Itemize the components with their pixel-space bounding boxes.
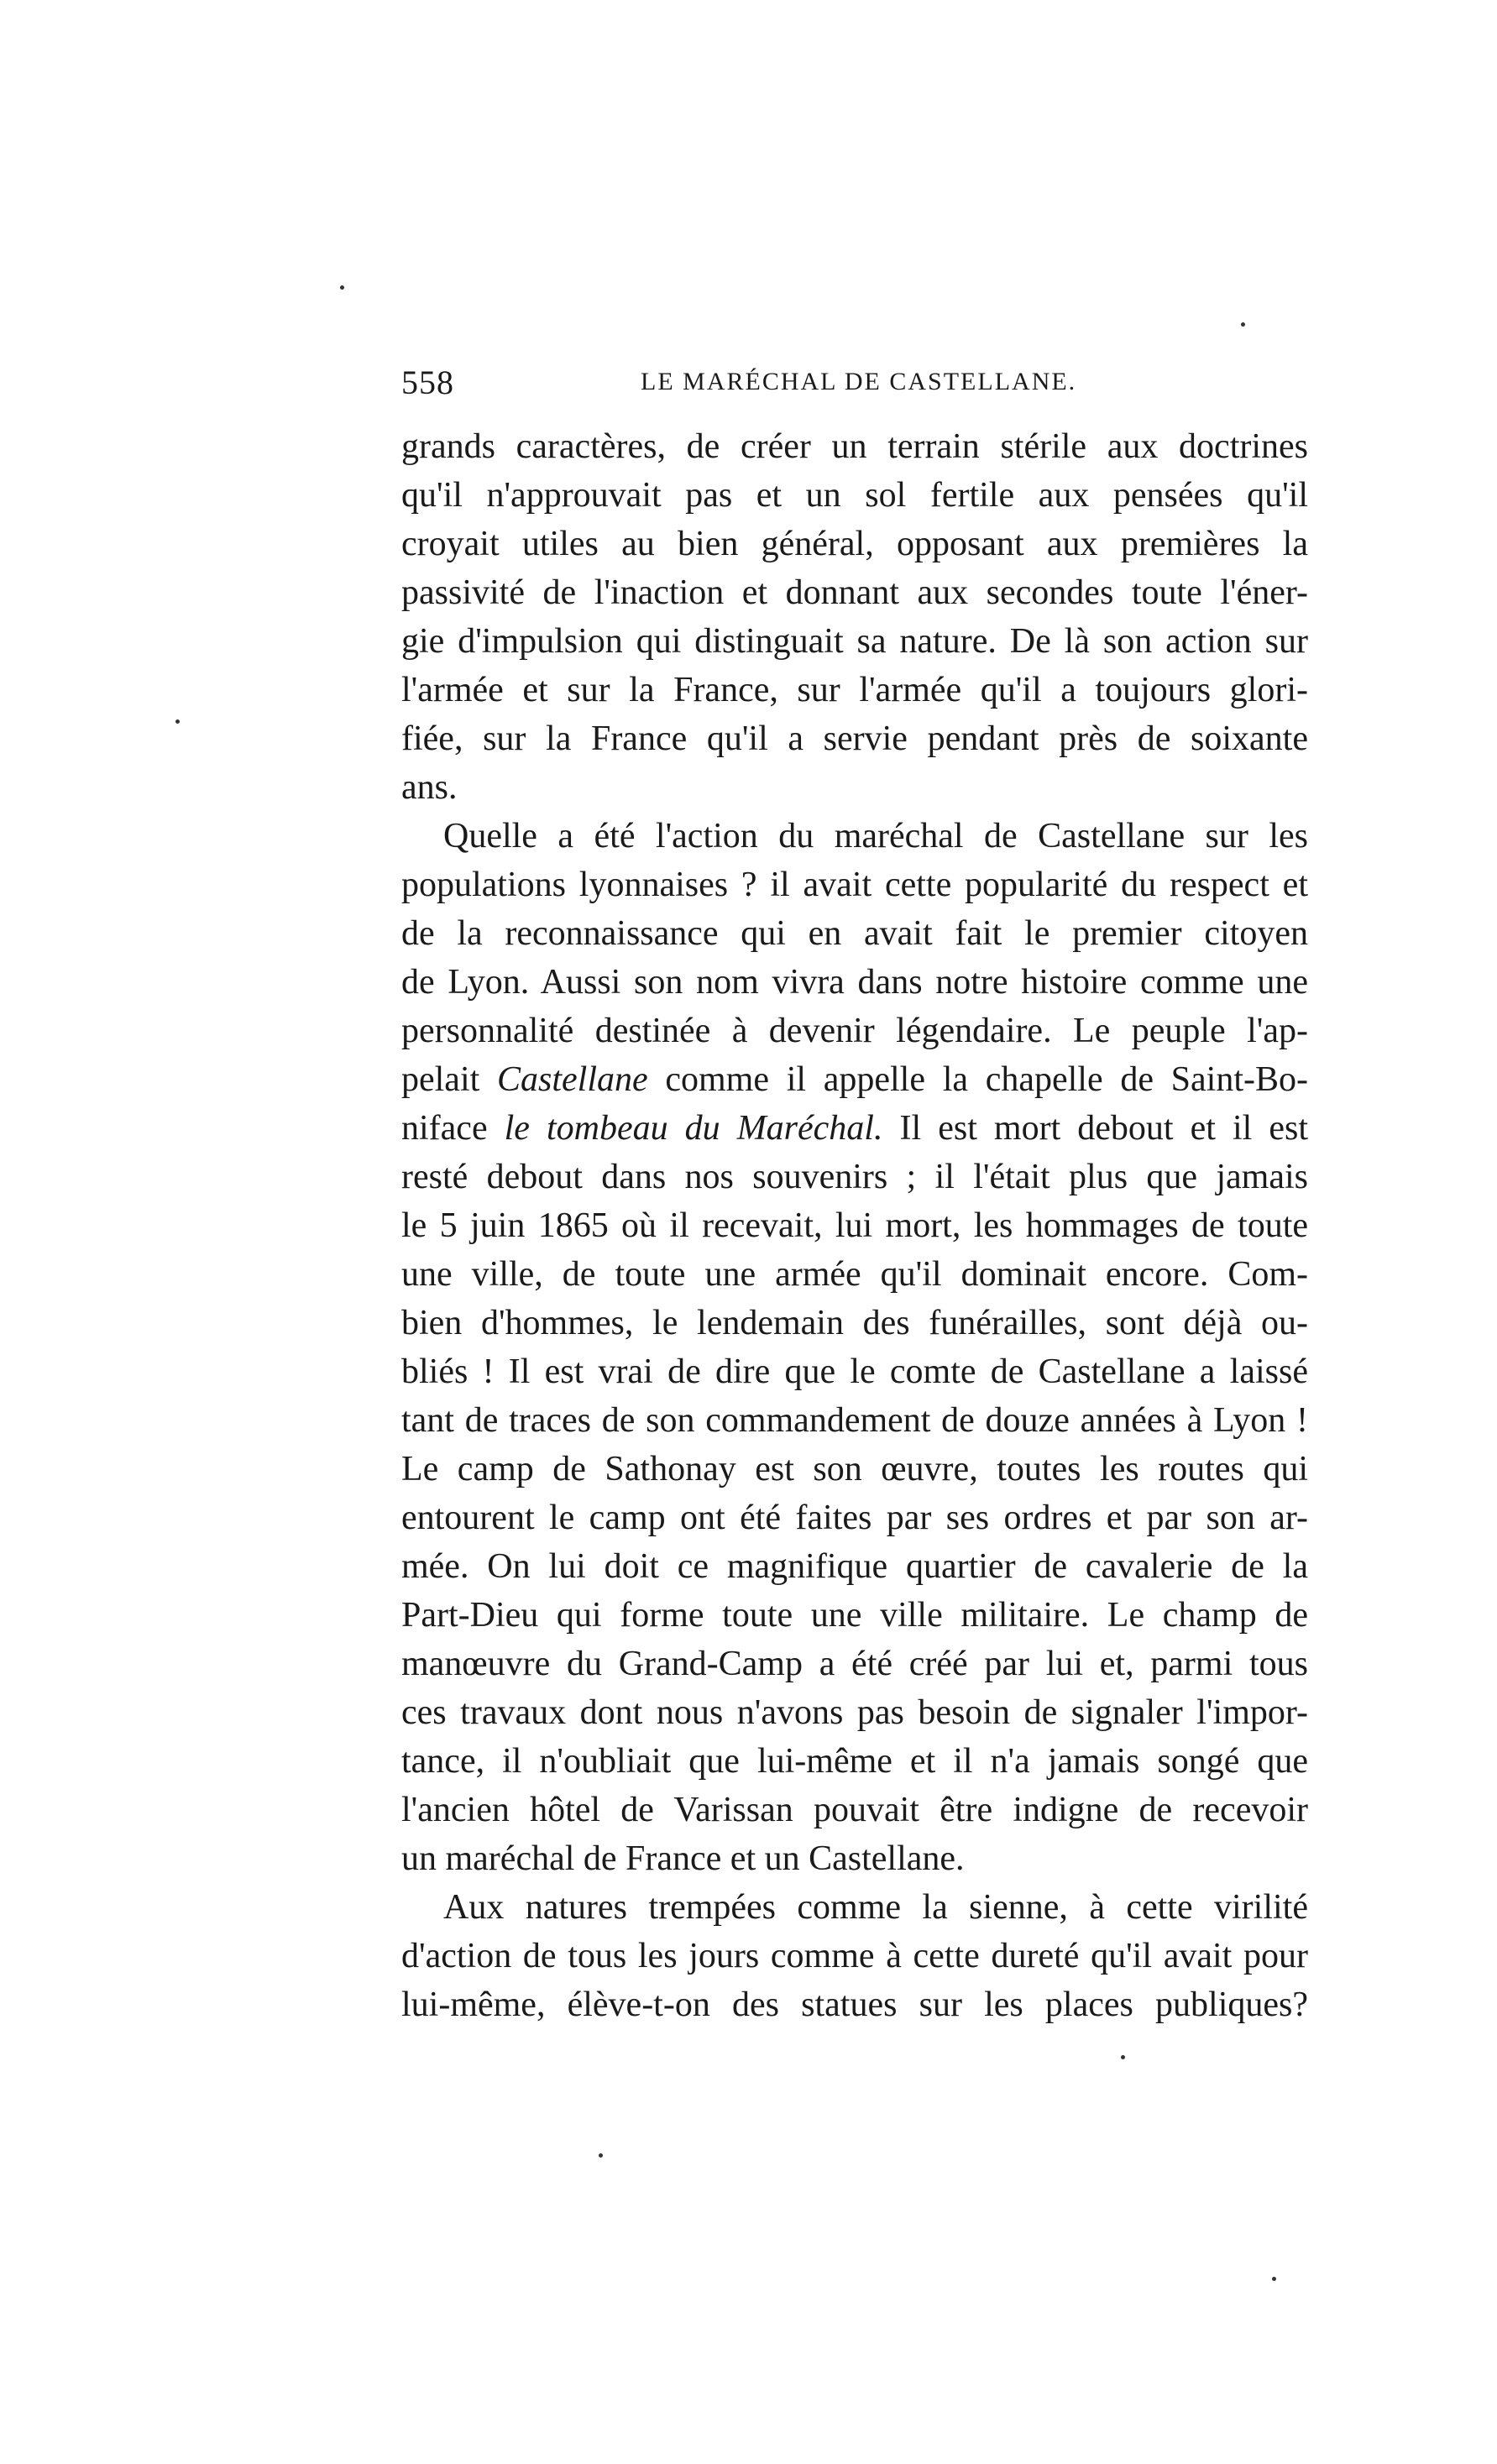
scan-speck <box>175 719 180 724</box>
text-line <box>401 1104 1308 1153</box>
text-line: populations lyonnaises ? il avait cette popularité du respect et <box>401 866 1308 904</box>
text-run: Il est mort debout et il est <box>882 1109 1308 1148</box>
text-line: d'action de tous les jours comme à cette dureté qu'il avait pour <box>401 1937 1308 1975</box>
text-line: le 5 juin 1865 où il recevait, lui mort, les hommages de toute <box>401 1206 1308 1245</box>
text-line: un maréchal de France et un Castellane. <box>401 1839 965 1878</box>
text-line: grands caractères, de créer un terrain stérile aux doctrines <box>401 427 1308 466</box>
text-line: de la reconnaissance qui en avait fait le premier citoyen <box>401 914 1308 953</box>
text-line: Part-Dieu qui forme toute une ville militaire. Le champ de <box>401 1596 1308 1635</box>
scan-speck <box>1272 2277 1276 2281</box>
text-line: personnalité destinée à devenir légendaire. Le peuple l'ap- <box>401 1012 1308 1050</box>
text-line: bliés ! Il est vrai de dire que le comte de Castellane a laissé <box>401 1352 1308 1391</box>
page-number: 558 <box>401 364 454 401</box>
text-run: comme il appelle la chapelle de Saint-Bo- <box>647 1060 1308 1099</box>
text-line: gie d'impulsion qui distinguait sa nature. De là son action sur <box>401 622 1308 661</box>
text-line: Quelle a été l'action du maréchal de Castellane sur les <box>443 817 1308 855</box>
page-header <box>401 363 1308 413</box>
text-line: une ville, de toute une armée qu'il dominait encore. Com- <box>401 1255 1308 1294</box>
text-line: fiée, sur la France qu'il a servie pendant près de soixante <box>401 719 1308 758</box>
scan-speck <box>1241 322 1245 327</box>
text-run: pelait <box>401 1060 497 1099</box>
italic-text: le tombeau du Maréchal. <box>504 1109 883 1148</box>
body-text <box>401 422 1308 2029</box>
text-line: bien d'hommes, le lendemain des funérailles, sont déjà ou- <box>401 1304 1308 1342</box>
text-line: croyait utiles au bien général, opposant aux premières la <box>401 525 1308 563</box>
text-line: lui-même, élève-t-on des statues sur les places publiques? <box>401 1985 1308 2024</box>
text-line: Le camp de Sathonay est son œuvre, toutes les routes qui <box>401 1450 1308 1488</box>
scan-speck <box>599 2153 603 2158</box>
text-run: niface <box>401 1109 505 1148</box>
text-line: Aux natures trempées comme la sienne, à cette virilité <box>443 1888 1308 1927</box>
scan-speck <box>1121 2055 1125 2059</box>
running-head: LE MARÉCHAL DE CASTELLANE. <box>641 368 1077 395</box>
text-line: tance, il n'oubliait que lui-même et il n'a jamais songé que <box>401 1742 1308 1781</box>
text-line: resté debout dans nos souvenirs ; il l'était plus que jamais <box>401 1158 1308 1196</box>
text-line: mée. On lui doit ce magnifique quartier de cavalerie de la <box>401 1547 1308 1586</box>
italic-text: Castellane <box>497 1060 648 1099</box>
text-line: l'armée et sur la France, sur l'armée qu'il a toujours glori- <box>401 671 1308 709</box>
text-line: tant de traces de son commandement de douze années à Lyon ! <box>401 1401 1308 1440</box>
text-line: manœuvre du Grand-Camp a été créé par lui et, parmi tous <box>401 1645 1308 1683</box>
text-line <box>401 1055 1308 1104</box>
text-line: qu'il n'approuvait pas et un sol fertile aux pensées qu'il <box>401 476 1308 515</box>
text-line: ans. <box>401 768 458 807</box>
text-line: ces travaux dont nous n'avons pas besoin de signaler l'impor- <box>401 1693 1308 1732</box>
text-line: l'ancien hôtel de Varissan pouvait être indigne de recevoir <box>401 1791 1308 1829</box>
text-line: entourent le camp ont été faites par ses ordres et par son ar- <box>401 1499 1308 1537</box>
scan-speck <box>340 285 344 290</box>
text-line: passivité de l'inaction et donnant aux secondes toute l'éner- <box>401 573 1308 612</box>
text-line: de Lyon. Aussi son nom vivra dans notre histoire comme une <box>401 963 1308 1002</box>
